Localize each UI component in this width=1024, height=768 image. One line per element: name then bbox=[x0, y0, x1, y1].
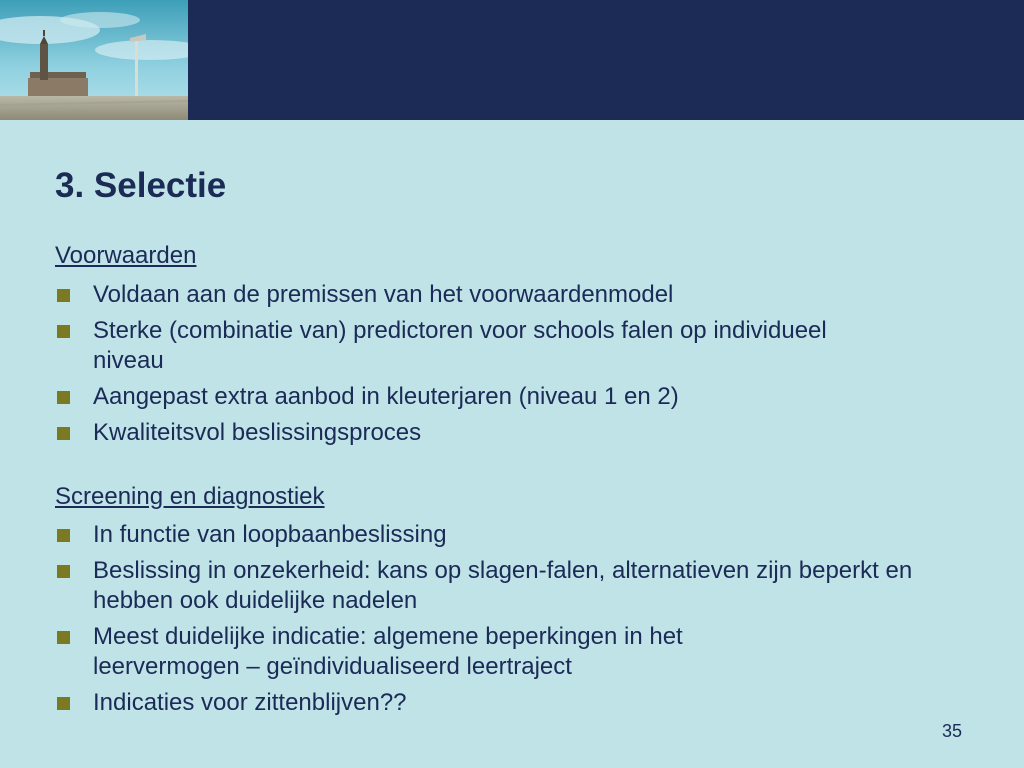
bullet-item bbox=[55, 622, 955, 682]
section-heading-voorwaarden: Voorwaarden bbox=[55, 242, 197, 269]
bullet-square-icon bbox=[57, 391, 70, 404]
header-city-photo bbox=[0, 0, 188, 120]
bullet-square-icon bbox=[57, 325, 70, 338]
bullet-text: Aangepast extra aanbod in kleuterjaren (niveau 1 en 2) bbox=[93, 383, 679, 410]
bullet-item bbox=[55, 382, 955, 412]
bullet-item bbox=[55, 688, 955, 718]
bullet-square-icon bbox=[57, 697, 70, 710]
bullet-text: In functie van loopbaanbeslissing bbox=[93, 521, 447, 548]
bullet-text: Beslissing in onzekerheid: kans op slagen-falen, alternatieven zijn beperkt en hebben ook duidelijke nadelen bbox=[93, 557, 913, 614]
bullet-item bbox=[55, 316, 955, 376]
bullet-square-icon bbox=[57, 565, 70, 578]
bullet-list-voorwaarden bbox=[55, 280, 955, 454]
bullet-item bbox=[55, 280, 955, 310]
bullet-text: Indicaties voor zittenblijven?? bbox=[93, 689, 407, 716]
slide-title: 3. Selectie bbox=[55, 166, 227, 205]
bullet-item bbox=[55, 556, 955, 616]
bullet-square-icon bbox=[57, 289, 70, 302]
bullet-text: Voldaan aan de premissen van het voorwaardenmodel bbox=[93, 281, 674, 308]
bullet-item bbox=[55, 418, 955, 448]
bullet-text: Kwaliteitsvol beslissingsproces bbox=[93, 419, 422, 446]
bullet-list-screening bbox=[55, 520, 955, 724]
bullet-text: Sterke (combinatie van) predictoren voor schools falen op individueel niveau bbox=[93, 317, 827, 374]
bullet-square-icon bbox=[57, 631, 70, 644]
page-number: 35 bbox=[942, 721, 963, 741]
bullet-square-icon bbox=[57, 427, 70, 440]
bullet-item bbox=[55, 520, 955, 550]
bullet-text: Meest duidelijke indicatie: algemene beperkingen in het leervermogen – geïndividualiseerd leertraject bbox=[93, 623, 683, 680]
city-photo-image bbox=[0, 0, 188, 120]
bullet-square-icon bbox=[57, 529, 70, 542]
section-heading-screening: Screening en diagnostiek bbox=[55, 483, 325, 510]
